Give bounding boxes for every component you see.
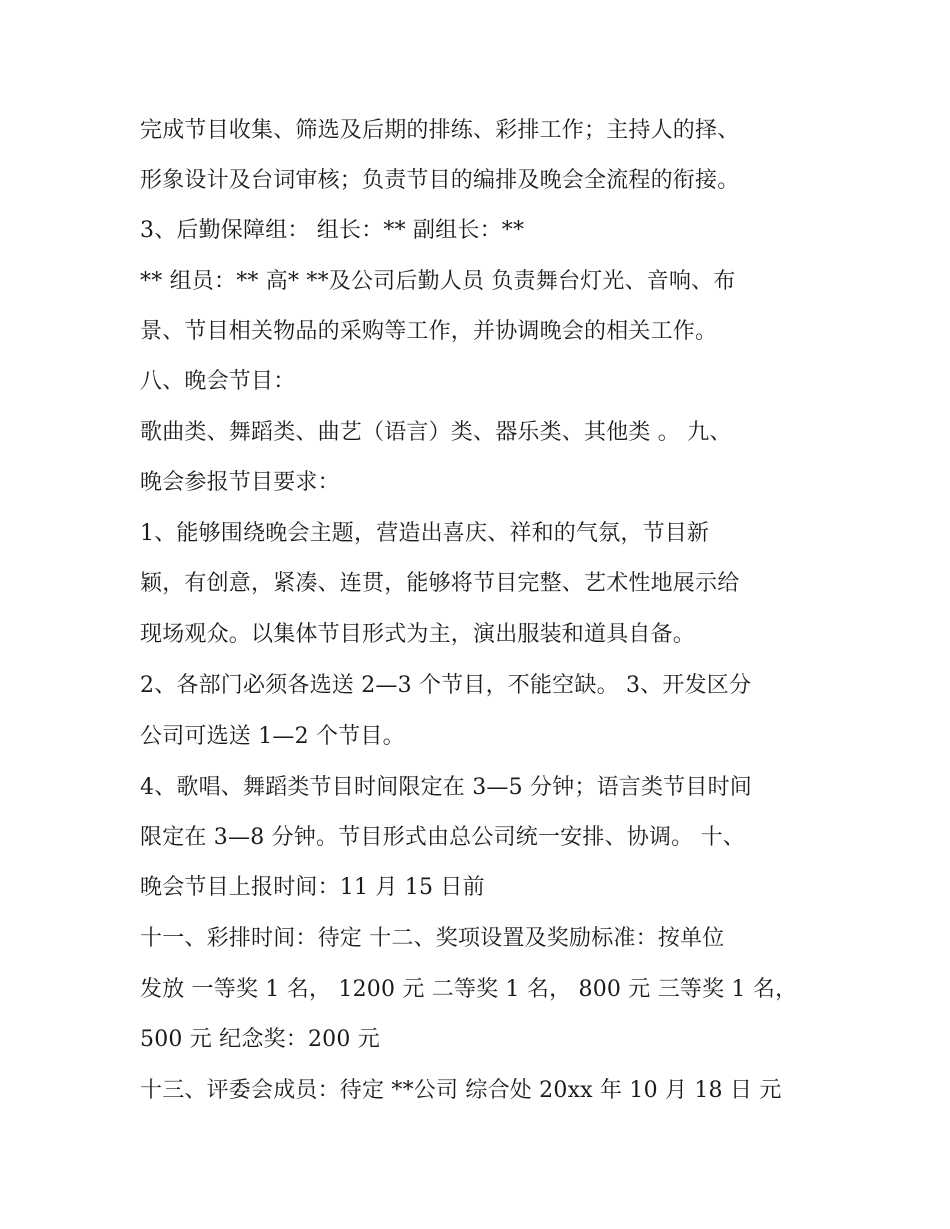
- text-line-18: 发放 一等奖 1 名， 1200 元 二等奖 1 名， 800 元 三等奖 1 名，: [140, 977, 798, 1002]
- text-line-9: 1、能够围绕晚会主题，营造出喜庆、祥和的气氛，节目新: [140, 521, 710, 546]
- text-line-10: 颖，有创意，紧凑、连贯，能够将节目完整、艺术性地展示给: [140, 571, 740, 596]
- text-line-19: 500 元 纪念奖：200 元: [140, 1027, 380, 1052]
- text-line-13: 公司可选送 1—2 个节目。: [140, 724, 405, 749]
- text-line-4: ** 组员：** 高* **及公司后勤人员 负责舞台灯光、音响、布: [140, 269, 736, 294]
- text-line-1: 完成节目收集、筛选及后期的排练、彩排工作；主持人的择、: [140, 118, 740, 143]
- text-line-20: 十三、评委会成员：待定 **公司 综合处 20xx 年 10 月 18 日 元: [140, 1078, 782, 1103]
- text-line-8: 晚会参报节目要求：: [140, 470, 340, 495]
- text-line-16: 晚会节目上报时间：11 月 15 日前: [140, 875, 485, 900]
- text-line-2: 形象设计及台词审核；负责节目的编排及晚会全流程的衔接。: [140, 168, 740, 193]
- text-line-7: 歌曲类、舞蹈类、曲艺（语言）类、器乐类、其他类 。 九、: [140, 420, 732, 445]
- text-line-14: 4、歌唱、舞蹈类节目时间限定在 3—5 分钟；语言类节目时间: [140, 775, 752, 800]
- text-line-11: 现场观众。以集体节目形式为主，演出服装和道具自备。: [140, 622, 696, 647]
- text-line-3: 3、后勤保障组： 组长：** 副组长：**: [140, 218, 525, 243]
- text-line-17: 十一、彩排时间：待定 十二、奖项设置及奖励标准：按单位: [140, 926, 725, 951]
- text-line-5: 景、节目相关物品的采购等工作，并协调晚会的相关工作。: [140, 319, 718, 344]
- text-line-12: 2、各部门必须各选送 2—3 个节目，不能空缺。 3、开发区分: [140, 673, 752, 698]
- text-line-15: 限定在 3—8 分钟。节目形式由总公司统一安排、协调。 十、: [140, 825, 745, 850]
- text-line-6: 八、晚会节目：: [140, 369, 296, 394]
